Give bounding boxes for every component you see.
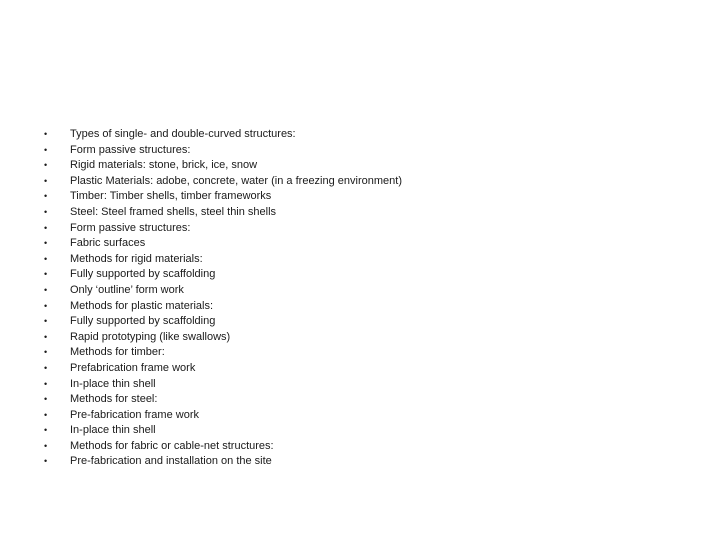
- bullet-dot-icon: •: [44, 206, 48, 217]
- list-item-text: Rapid prototyping (like swallows): [70, 330, 231, 343]
- list-item-text: Methods for steel:: [70, 393, 158, 406]
- list-item-text: Types of single- and double-curved structures:: [70, 128, 296, 140]
- bullet-dot-icon: •: [44, 160, 48, 171]
- bullet-dot-icon: •: [44, 222, 48, 233]
- list-item-text: In-place thin shell: [70, 424, 156, 437]
- list-item-text: Methods for plastic materials:: [70, 299, 214, 312]
- bullet-dot-icon: •: [44, 425, 48, 436]
- bullet-dot-icon: •: [44, 253, 48, 264]
- bullet-dot-icon: •: [44, 284, 48, 295]
- bullet-dot-icon: •: [44, 175, 48, 186]
- bullet-dot-icon: •: [44, 331, 48, 342]
- bullet-dot-icon: •: [44, 440, 48, 451]
- bullet-dot-icon: •: [44, 238, 48, 249]
- bullet-dot-icon: •: [44, 409, 48, 420]
- list-item-text: In-place thin shell: [70, 377, 156, 390]
- bullet-dot-icon: •: [44, 347, 48, 358]
- list-item-text: Fully supported by scaffolding: [70, 268, 216, 281]
- bullet-dot-icon: •: [44, 300, 48, 311]
- list-item-text: Timber: Timber shells, timber frameworks: [70, 190, 272, 203]
- bullet-dot-icon: •: [44, 316, 48, 327]
- bullet-dot-icon: •: [44, 191, 48, 202]
- list-item-text: Fabric surfaces: [70, 237, 146, 250]
- bullet-dot-icon: •: [44, 144, 48, 155]
- bullet-dot-icon: •: [44, 394, 48, 405]
- list-item-text: Methods for fabric or cable-net structures:: [70, 439, 274, 452]
- list-item-text: Plastic Materials: adobe, concrete, water (in a freezing environment): [70, 174, 402, 187]
- bullet-dot-icon: •: [44, 129, 48, 139]
- list-item-text: Steel: Steel framed shells, steel thin shells: [70, 205, 277, 218]
- list-item-text: Only ‘outline’ form work: [70, 283, 184, 296]
- bullet-dot-icon: •: [44, 378, 48, 389]
- bullet-dot-icon: •: [44, 269, 48, 280]
- bullet-dot-icon: •: [44, 456, 48, 467]
- list-item-text: Form passive structures:: [70, 221, 191, 234]
- list-item-text: Form passive structures:: [70, 143, 191, 156]
- list-item-text: Prefabrication frame work: [70, 361, 196, 374]
- bullet-dot-icon: •: [44, 362, 48, 373]
- list-item-text: Methods for timber:: [70, 346, 165, 359]
- list-item-text: Fully supported by scaffolding: [70, 315, 216, 328]
- list-item-text: Rigid materials: stone, brick, ice, snow: [70, 159, 258, 172]
- list-item-text: Methods for rigid materials:: [70, 252, 203, 265]
- list-item-text: Pre-fabrication frame work: [70, 408, 199, 421]
- list-item-text: Pre-fabrication and installation on the site: [70, 455, 272, 468]
